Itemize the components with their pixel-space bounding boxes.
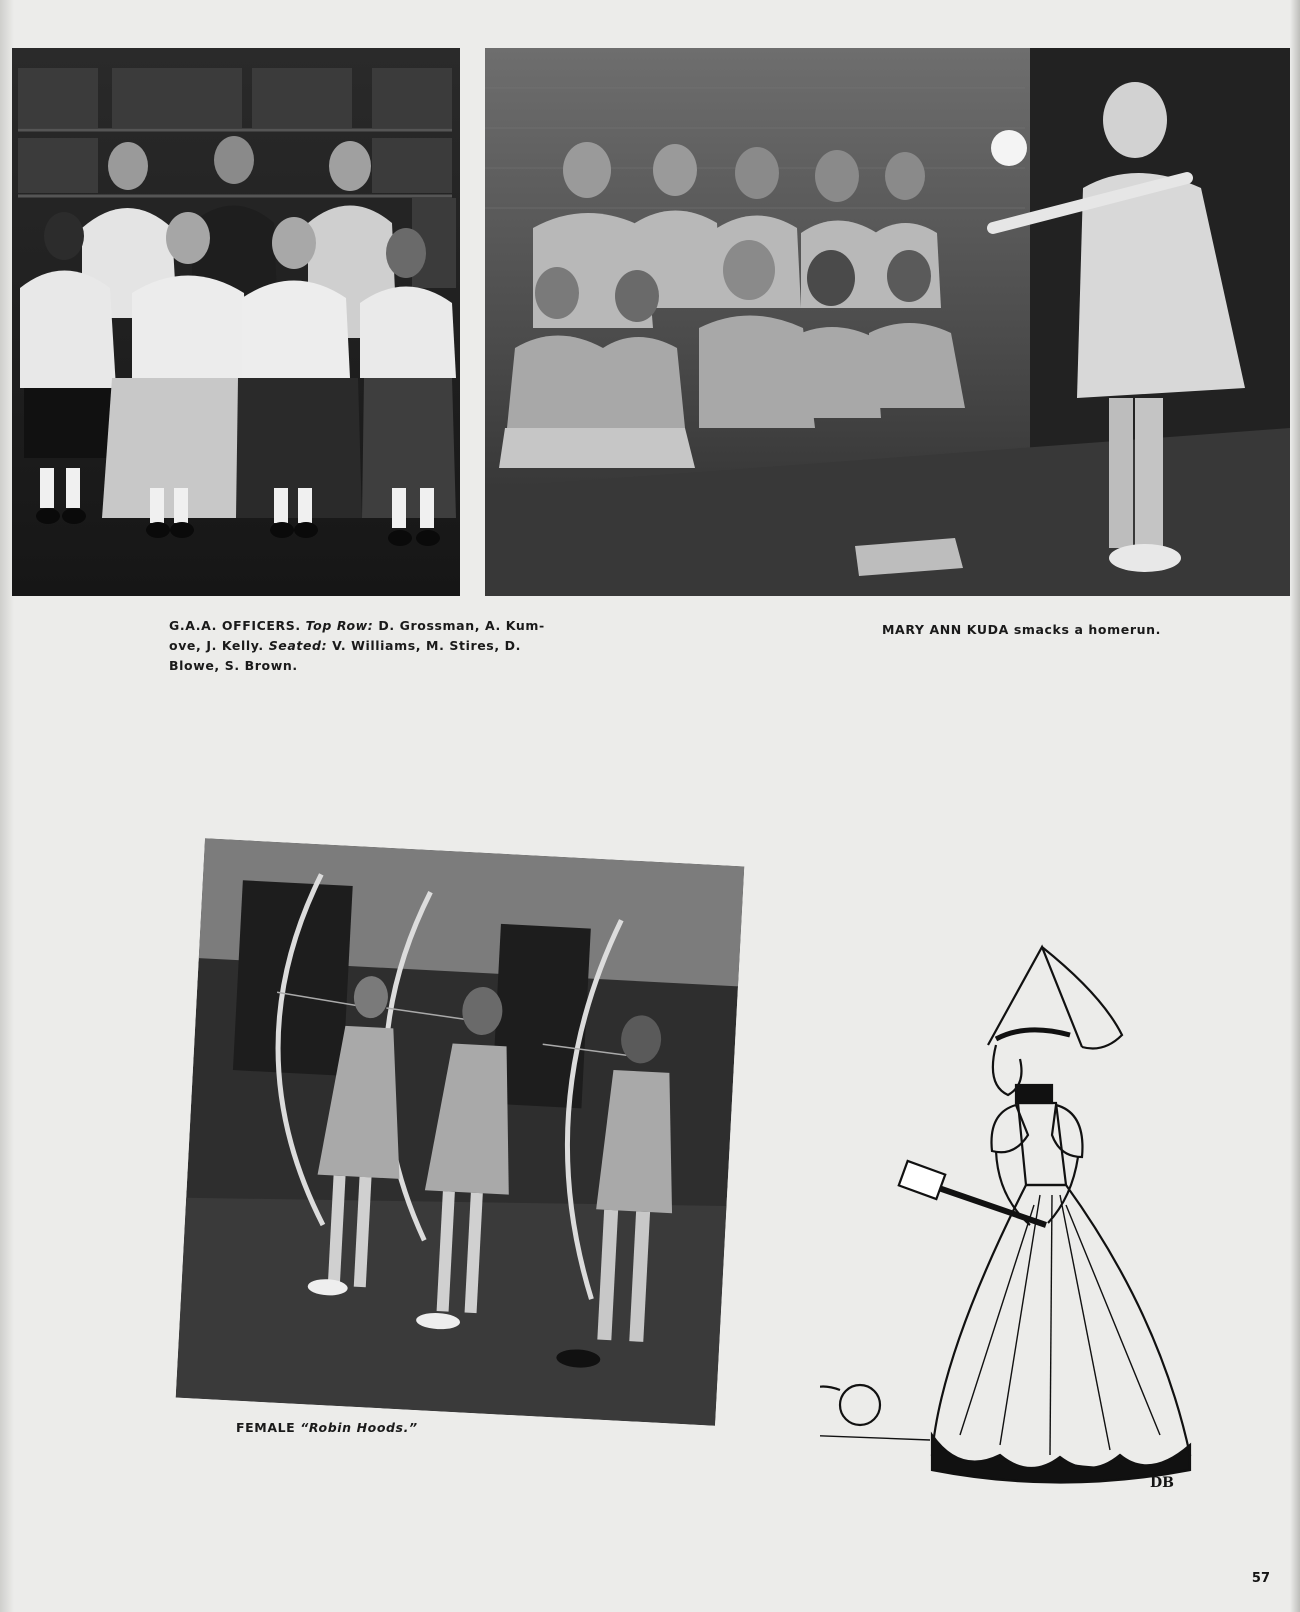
- softball-caption: MARY ANN KUDA smacks a homerun.: [882, 622, 1161, 637]
- archery-photo: [176, 838, 745, 1425]
- page-number: 57: [1251, 1571, 1270, 1586]
- croquet-lady-illustration: [820, 935, 1220, 1515]
- caption-lead: G.A.A. OFFICERS.: [169, 618, 301, 633]
- page-edge: [1290, 0, 1300, 1612]
- artist-signature: DB: [1150, 1475, 1174, 1491]
- archery-caption-lead: FEMALE: [236, 1420, 296, 1435]
- officers-photo: [12, 48, 460, 596]
- caption-seated-label: Seated:: [268, 638, 328, 653]
- caption-seated-names: V. Williams, M. Stires, D. Blowe, S. Brown.: [169, 638, 521, 673]
- archery-caption-italic: “Robin Hoods.”: [300, 1420, 418, 1435]
- officers-caption: [169, 616, 554, 676]
- archery-caption: [236, 1418, 456, 1438]
- softball-photo: [485, 48, 1290, 596]
- caption-top-row-label: Top Row:: [305, 618, 374, 633]
- caption-top-row-names: D. Grossman, A. Kum-ove, J. Kelly.: [169, 618, 545, 653]
